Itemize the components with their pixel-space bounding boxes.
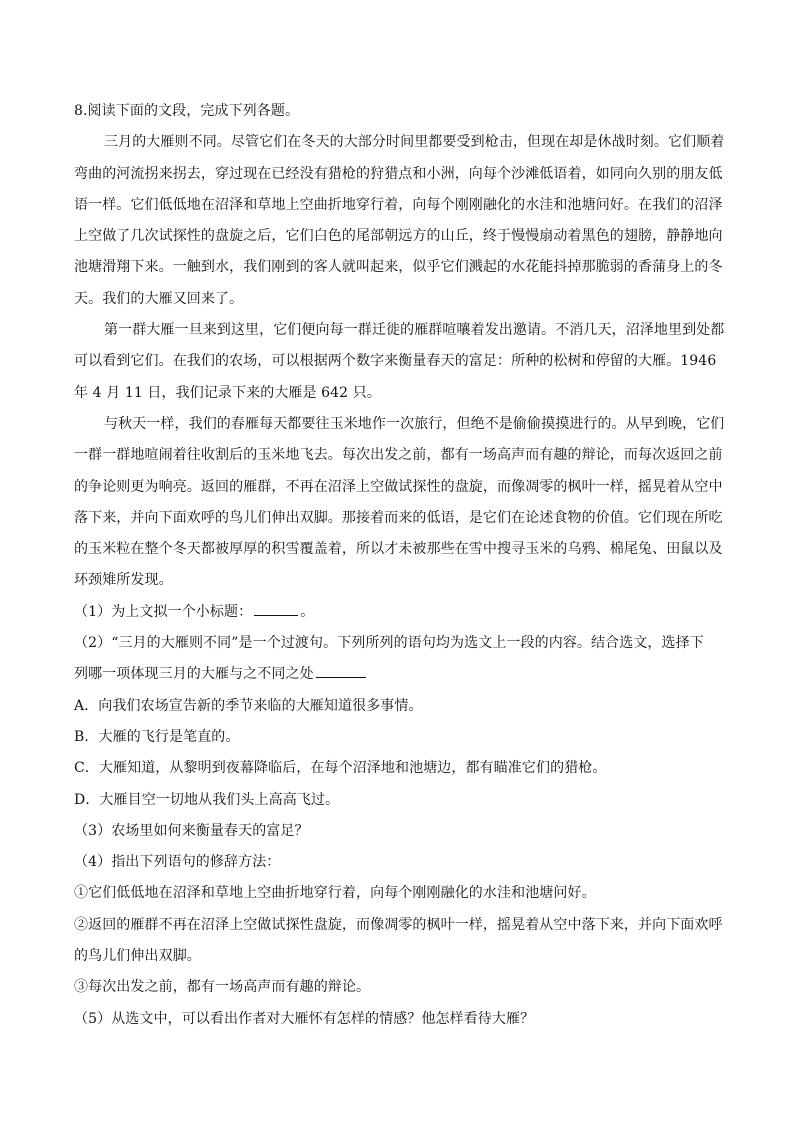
passage-p3-line-2: 一群一群地喧闹着往收割后的玉米地飞去。每次出发之前，都有一场高声而有趣的辩论，而每次返回之前 — [74, 447, 723, 464]
option-b: B．大雁的飞行是笔直的。 — [74, 728, 240, 745]
answer-blank-2[interactable] — [316, 663, 366, 678]
question-2-line-2 — [74, 659, 724, 690]
option-d: D．大雁目空一切地从我们头上高高飞过。 — [74, 791, 340, 808]
question-1 — [74, 597, 724, 628]
passage-p1-line-2: 弯曲的河流拐来拐去，穿过现在已经没有猎枪的狩猎点和小洲，向每个沙滩低语着，如同向久别的朋友低 — [74, 165, 723, 182]
passage-p2-line-1: 第一群大雁一旦来到这里，它们便向每一群迁徙的雁群喧嚷着发出邀请。不消几天，沼泽地里到处都 — [104, 322, 725, 339]
document-page — [74, 96, 724, 1035]
passage-p3-line-4: 落下来，并向下面欢呼的鸟儿们伸出双脚。那接着而来的低语，是它们在论述食物的价值。它们现在所吃 — [74, 509, 723, 526]
passage-p1-line-5: 池塘滑翔下来。一触到水，我们刚到的客人就叫起来，似乎它们溅起的水花能抖掉那脆弱的香蒲身上的冬 — [74, 259, 723, 276]
passage-p3-line-5: 的玉米粒在整个冬天都被厚厚的积雪覆盖着，所以才未被那些在雪中搜寻玉米的乌鸦、棉尾兔、田鼠以及 — [74, 541, 723, 558]
question-4-item-3: ③每次出发之前，都有一场高声而有趣的辩论。 — [74, 979, 371, 996]
question-3: （3）农场里如何来衡量春天的富足？ — [74, 822, 309, 839]
passage-p1-line-6: 天。我们的大雁又回来了。 — [74, 290, 244, 307]
question-2-text: 列哪一项体现三月的大雁与之不同之处 — [74, 666, 314, 683]
passage-p3-line-3: 的争论则更为响亮。返回的雁群，不再在沼泽上空做试探性的盘旋，而像凋零的枫叶一样，摇晃着从空中 — [74, 478, 723, 495]
question-2-line-1: （2）“三月的大雁则不同”是一个过渡句。下列所列的语句均为选文上一段的内容。结合选文，选择下 — [74, 635, 704, 652]
question-4-item-2: ②返回的雁群不再在沼泽上空做试探性盘旋，而像凋零的枫叶一样，摇晃着从空中落下来，并向下面欢呼 — [74, 916, 723, 933]
question-5: （5）从选文中，可以看出作者对大雁怀有怎样的情感？他怎样看待大雁？ — [74, 1010, 535, 1027]
passage-p1-line-4: 上空做了几次试探性的盘旋之后，它们白色的尾部朝远方的山丘，终于慢慢扇动着黑色的翅膀，静静地向 — [74, 228, 723, 245]
passage-p2-line-2: 可以看到它们。在我们的农场，可以根据两个数字来衡量春天的富足：所种的松树和停留的大雁。1946 — [74, 353, 717, 370]
question-1-end: 。 — [300, 603, 315, 620]
passage-p3-line-6: 环颈雉所发现。 — [74, 572, 173, 589]
question-4-item-1: ①它们低低地在沼泽和草地上空曲折地穿行着，向每个刚刚融化的水洼和池塘问好。 — [74, 885, 596, 902]
passage-p3-line-1: 与秋天一样，我们的春雁每天都要往玉米地作一次旅行，但绝不是偷偷摸摸进行的。从早到晚，它们 — [104, 415, 725, 432]
option-c: C．大雁知道，从黎明到夜幕降临后，在每个沼泽地和池塘边，都有瞄准它们的猎枪。 — [74, 760, 607, 777]
question-1-text: （1）为上文拟一个小标题： — [74, 603, 253, 620]
question-4: （4）指出下列语句的修辞方法： — [74, 854, 281, 871]
passage-p1-line-3: 语一样。它们低低地在沼泽和草地上空曲折地穿行着，向每个刚刚融化的水洼和池塘问好。在我们的沼泽 — [74, 196, 723, 213]
passage-p2-line-3: 年 4 月 11 日，我们记录下来的大雁是 642 只。 — [74, 384, 381, 401]
answer-blank-1[interactable] — [254, 601, 298, 616]
option-a: A．向我们农场宣告新的季节来临的大雁知道很多事情。 — [74, 697, 423, 714]
question-4-item-2-cont: 的鸟儿们伸出双脚。 — [74, 948, 201, 965]
passage-p1-line-1: 三月的大雁则不同。尽管它们在冬天的大部分时间里都要受到枪击，但现在却是休战时刻。它们顺着 — [104, 134, 725, 151]
question-header: 8.阅读下面的文段，完成下列各题。 — [74, 103, 300, 119]
